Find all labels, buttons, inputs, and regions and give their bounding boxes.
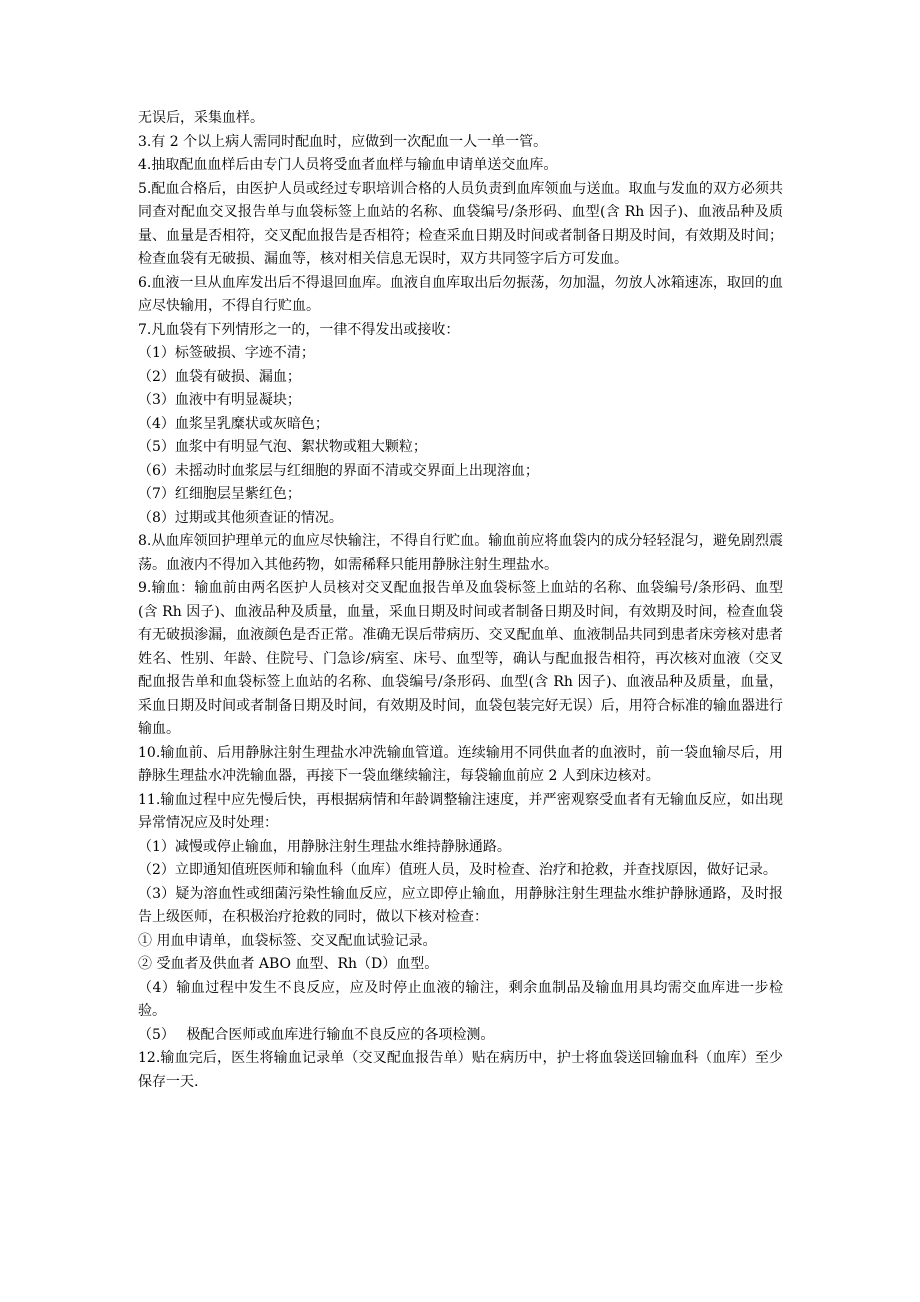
list-item: （3）疑为溶血性或细菌污染性输血反应，应立即停止输血，用静脉注射生理盐水维护静脉通路，及时报告上级医师，在积极治疗抢救的同时，做以下核对检查：: [138, 885, 783, 925]
paragraph: 10.输血前、后用静脉注射生理盐水冲洗输血管道。连续输用不同供血者的血液时，前一袋血输尽后，用静脉生理盐水冲洗输血器，再接下一袋血继续输注，每袋输血前应 2 人到床边核对。: [138, 744, 783, 784]
list-item: （5）血浆中有明显气泡、絮状物或粗大颗粒；: [138, 439, 427, 455]
paragraph: 无误后，采集血样。: [138, 110, 264, 126]
list-item: （2）立即通知值班医师和输血科（血库）值班人员，及时检查、治疗和抢救，并查找原因，做好记录。: [138, 862, 777, 878]
list-item: （4）输血过程中发生不良反应，应及时停止血液的输注，剩余血制品及输血用具均需交血库进一步检验。: [138, 979, 783, 1019]
list-item: （5） 极配合医师或血库进行输血不良反应的各项检测。: [138, 1026, 495, 1043]
paragraph: 6.血液一旦从血库发出后不得退回血库。血液自血库取出后勿振荡，勿加温，勿放人冰箱速冻，取回的血应尽快输用，不得自行贮血。: [138, 274, 783, 314]
paragraph: 9.输血：输血前由两名医护人员核对交叉配血报告单及血袋标签上血站的名称、血袋编号/条形码、血型(含 Rh 因子)、血液品种及质量，血量，采血日期及时间或者制备日期及时间，有效期及时间，检查血袋有无破损渗漏，血液颜色是否正常。准确无误后带病历、交叉配血单、血液制品共同到患者床旁核对患者姓名、性别、年龄、住院号、门急诊/病室、床号、血型等，确认与配血报告相符，再次核对血液（交叉配血报告单和血袋标签上血站的名称、血袋编号/条形码、血型(含 Rh 因子)、血液品种及质量，血量，采血日期及时间或者制备日期及时间，有效期及时间，血袋包装完好无误）后，用符合标准的输血器进行输血。: [138, 580, 783, 737]
list-item: （6）未摇动时血浆层与红细胞的界面不清或交界面上出现溶血；: [138, 462, 539, 479]
paragraph: 8.从血库领回护理单元的血应尽快输注，不得自行贮血。输血前应将血袋内的成分轻轻混匀，避免剧烈震荡。血液内不得加入其他药物，如需稀释只能用静脉注射生理盐水。: [138, 533, 783, 573]
list-item: （7）红细胞层呈紫红色；: [138, 486, 301, 502]
paragraph: 7.凡血袋有下列情形之一的，一律不得发出或接收：: [138, 321, 460, 338]
list-item: （1）减慢或停止输血，用静脉注射生理盐水维持静脉通路。: [138, 838, 511, 855]
list-item: （4）血浆呈乳糜状或灰暗色；: [138, 415, 329, 432]
paragraph: 12.输血完后，医生将输血记录单（交叉配血报告单）贴在病历中，护士将血袋送回输血科（血库）至少保存一天.: [138, 1050, 783, 1090]
list-item: （8）过期或其他须查证的情况。: [138, 509, 343, 526]
paragraph: 11.输血过程中应先慢后快，再根据病情和年龄调整输注速度，并严密观察受血者有无输血反应，如出现异常情况应及时处理：: [138, 791, 783, 831]
list-item: （1）标签破损、字迹不清；: [138, 345, 315, 361]
paragraph: 3.有 2 个以上病人需同时配血时，应做到一次配血一人一单一管。: [138, 133, 548, 150]
list-item: ② 受血者及供血者 ABO 血型、Rh（D）血型。: [138, 956, 439, 972]
list-item: （2）血袋有破损、漏血；: [138, 368, 301, 385]
paragraph: 5.配血合格后，由医护人员或经过专职培训合格的人员负责到血库领血与送血。取血与发血的双方必须共同查对配血交叉报告单与血袋标签上血站的名称、血袋编号/条形码、血型(含 Rh 因子)、血液品种及质量、血量是否相符，交叉配血报告是否相符；检查采血日期及时间或者制备日期及时间，有效期及时间；检查血袋有无破损、漏血等，核对相关信息无误时，双方共同签字后方可发血。: [138, 180, 783, 267]
list-item: ① 用血申请单，血袋标签、交叉配血试验记录。: [138, 932, 437, 949]
document-page: [138, 107, 783, 1094]
paragraph: 4.抽取配血血样后由专门人员将受血者血样与输血申请单送交血库。: [138, 157, 558, 173]
list-item: （3）血液中有明显凝块；: [138, 392, 301, 408]
